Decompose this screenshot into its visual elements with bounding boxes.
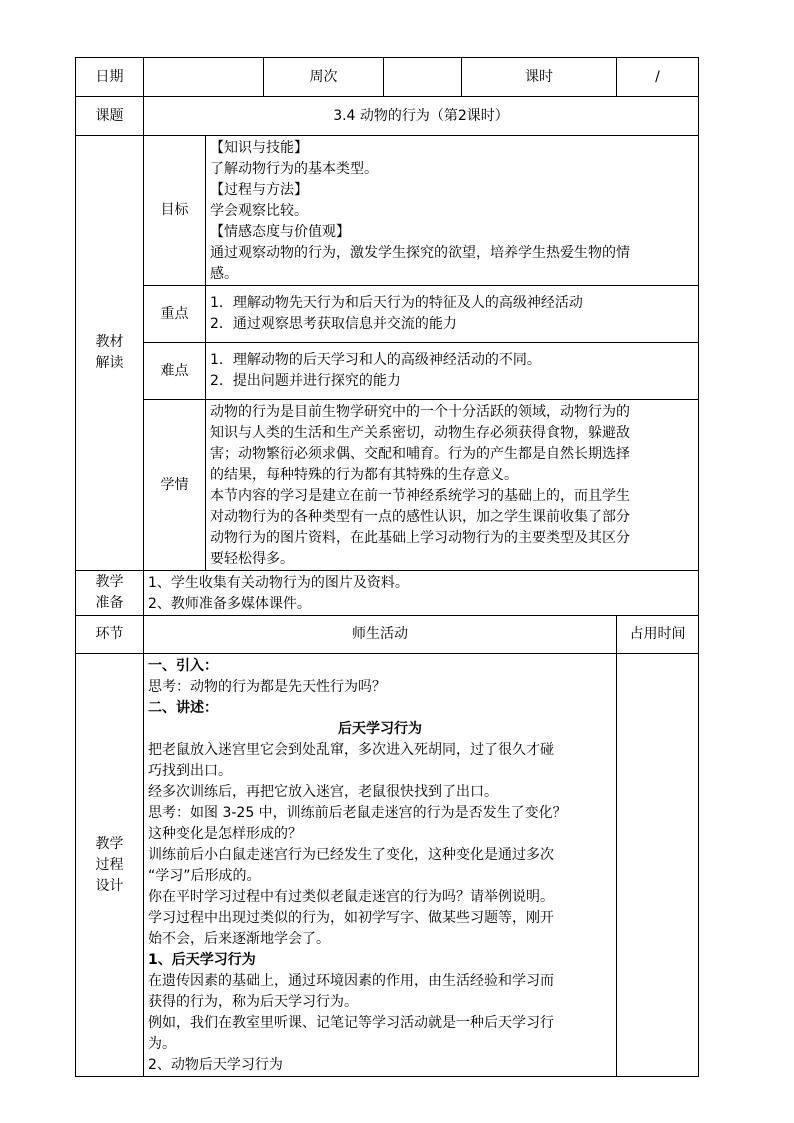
key-points-label: 重点	[144, 286, 206, 343]
key-points-content: 1．理解动物先天行为和后天行为的特征及人的高级神经活动 2．通过观察思考获取信息并交流的能力	[206, 286, 699, 343]
prep-label: 教学 准备	[76, 571, 144, 616]
sub-heading: 1、后天学习行为	[148, 952, 256, 968]
process-row	[76, 654, 699, 1077]
period-label: 课时	[462, 58, 617, 97]
students-row	[76, 400, 699, 571]
prep-row	[76, 571, 699, 616]
topic-value: 3.4 动物的行为（第2课时）	[144, 97, 699, 136]
students-label: 学情	[144, 400, 206, 571]
process-label: 教学 过程 设计	[76, 654, 144, 1077]
prep-content: 1、学生收集有关动物行为的图片及资料。 2、教师准备多媒体课件。	[144, 571, 699, 616]
lesson-plan-table	[75, 57, 699, 1077]
activity-label: 师生活动	[144, 616, 617, 654]
difficulties-row	[76, 343, 699, 400]
goals-content: 【知识与技能】 了解动物行为的基本类型。 【过程与方法】 学会观察比较。 【情感态度与价值观】 通过观察动物的行为，激发学生探究的欲望，培养学生热爱生物的情 感。	[206, 136, 699, 286]
week-value	[384, 58, 462, 97]
section-title: 后天学习行为	[338, 721, 422, 737]
difficulties-label: 难点	[144, 343, 206, 400]
goals-label: 目标	[144, 136, 206, 286]
goals-row	[76, 136, 699, 286]
intro-text: 思考：动物的行为都是先天性行为吗？	[148, 679, 386, 695]
intro-heading: 一、引入：	[148, 658, 218, 674]
process-header-row	[76, 616, 699, 654]
students-content: 动物的行为是目前生物学研究中的一个十分活跃的领域，动物行为的 知识与人类的生活和生产关系密切，动物生存必须获得食物，躲避敌 害；动物繁衍必须求偶、交配和哺育。行为的产生都是自然长期选择 的结果，每种特殊的行为都有其特殊的生存意义。 本节内容的学习是建立在前一节神经系统学习的基础上的，而且学生 对动物行为的各种类型有一点的感性认识，加之学生课前收集了部分 动物行为的图片资料，在此基础上学习动物行为的主要类型及其区分 要轻松得多。	[206, 400, 699, 571]
process-content: 一、引入： 思考：动物的行为都是先天性行为吗？ 二、讲述： 后天学习行为 把老鼠放入迷宫里它会到处乱窜，多次进入死胡同，过了很久才碰 巧找到出口。 经多次训练后，再把它放入迷宫，老鼠很快找到了出口。 思考：如图 3-25 中，训练前后老鼠走迷宫的行为是否发生了变化？ 这种变化是怎样形成的？ 训练前后小白鼠走迷宫行为已经发生了变化，这种变化是通过多次 “学习”后形成的。 你在平时学习过程中有过类似老鼠走迷宫的行为吗？请举例说明。 学习过程中出现过类似的行为，如初学写字、做某些习题等，刚开 始不会，后来逐渐地学会了。 1、后天学习行为 在遗传因素的基础上，通过环境因素的作用，由生活经验和学习而 获得的行为，称为后天学习行为。 例如，我们在教室里听课、记笔记等学习活动就是一种后天学习行 为。 2、动物后天学习行为	[144, 654, 617, 1077]
key-points-row	[76, 286, 699, 343]
time-content	[617, 654, 699, 1077]
lesson-plan	[75, 57, 698, 1077]
difficulties-content: 1．理解动物的后天学习和人的高级神经活动的不同。 2．提出问题并进行探究的能力	[206, 343, 699, 400]
material-label: 教材 解读	[76, 136, 144, 571]
stage-label: 环节	[76, 616, 144, 654]
week-label: 周次	[264, 58, 384, 97]
time-label: 占用时间	[617, 616, 699, 654]
date-label: 日期	[76, 58, 144, 97]
topic-label: 课题	[76, 97, 144, 136]
lecture-heading: 二、讲述：	[148, 700, 218, 716]
period-value: /	[617, 58, 699, 97]
topic-row	[76, 97, 699, 136]
date-value	[144, 58, 264, 97]
header-row	[76, 58, 699, 97]
